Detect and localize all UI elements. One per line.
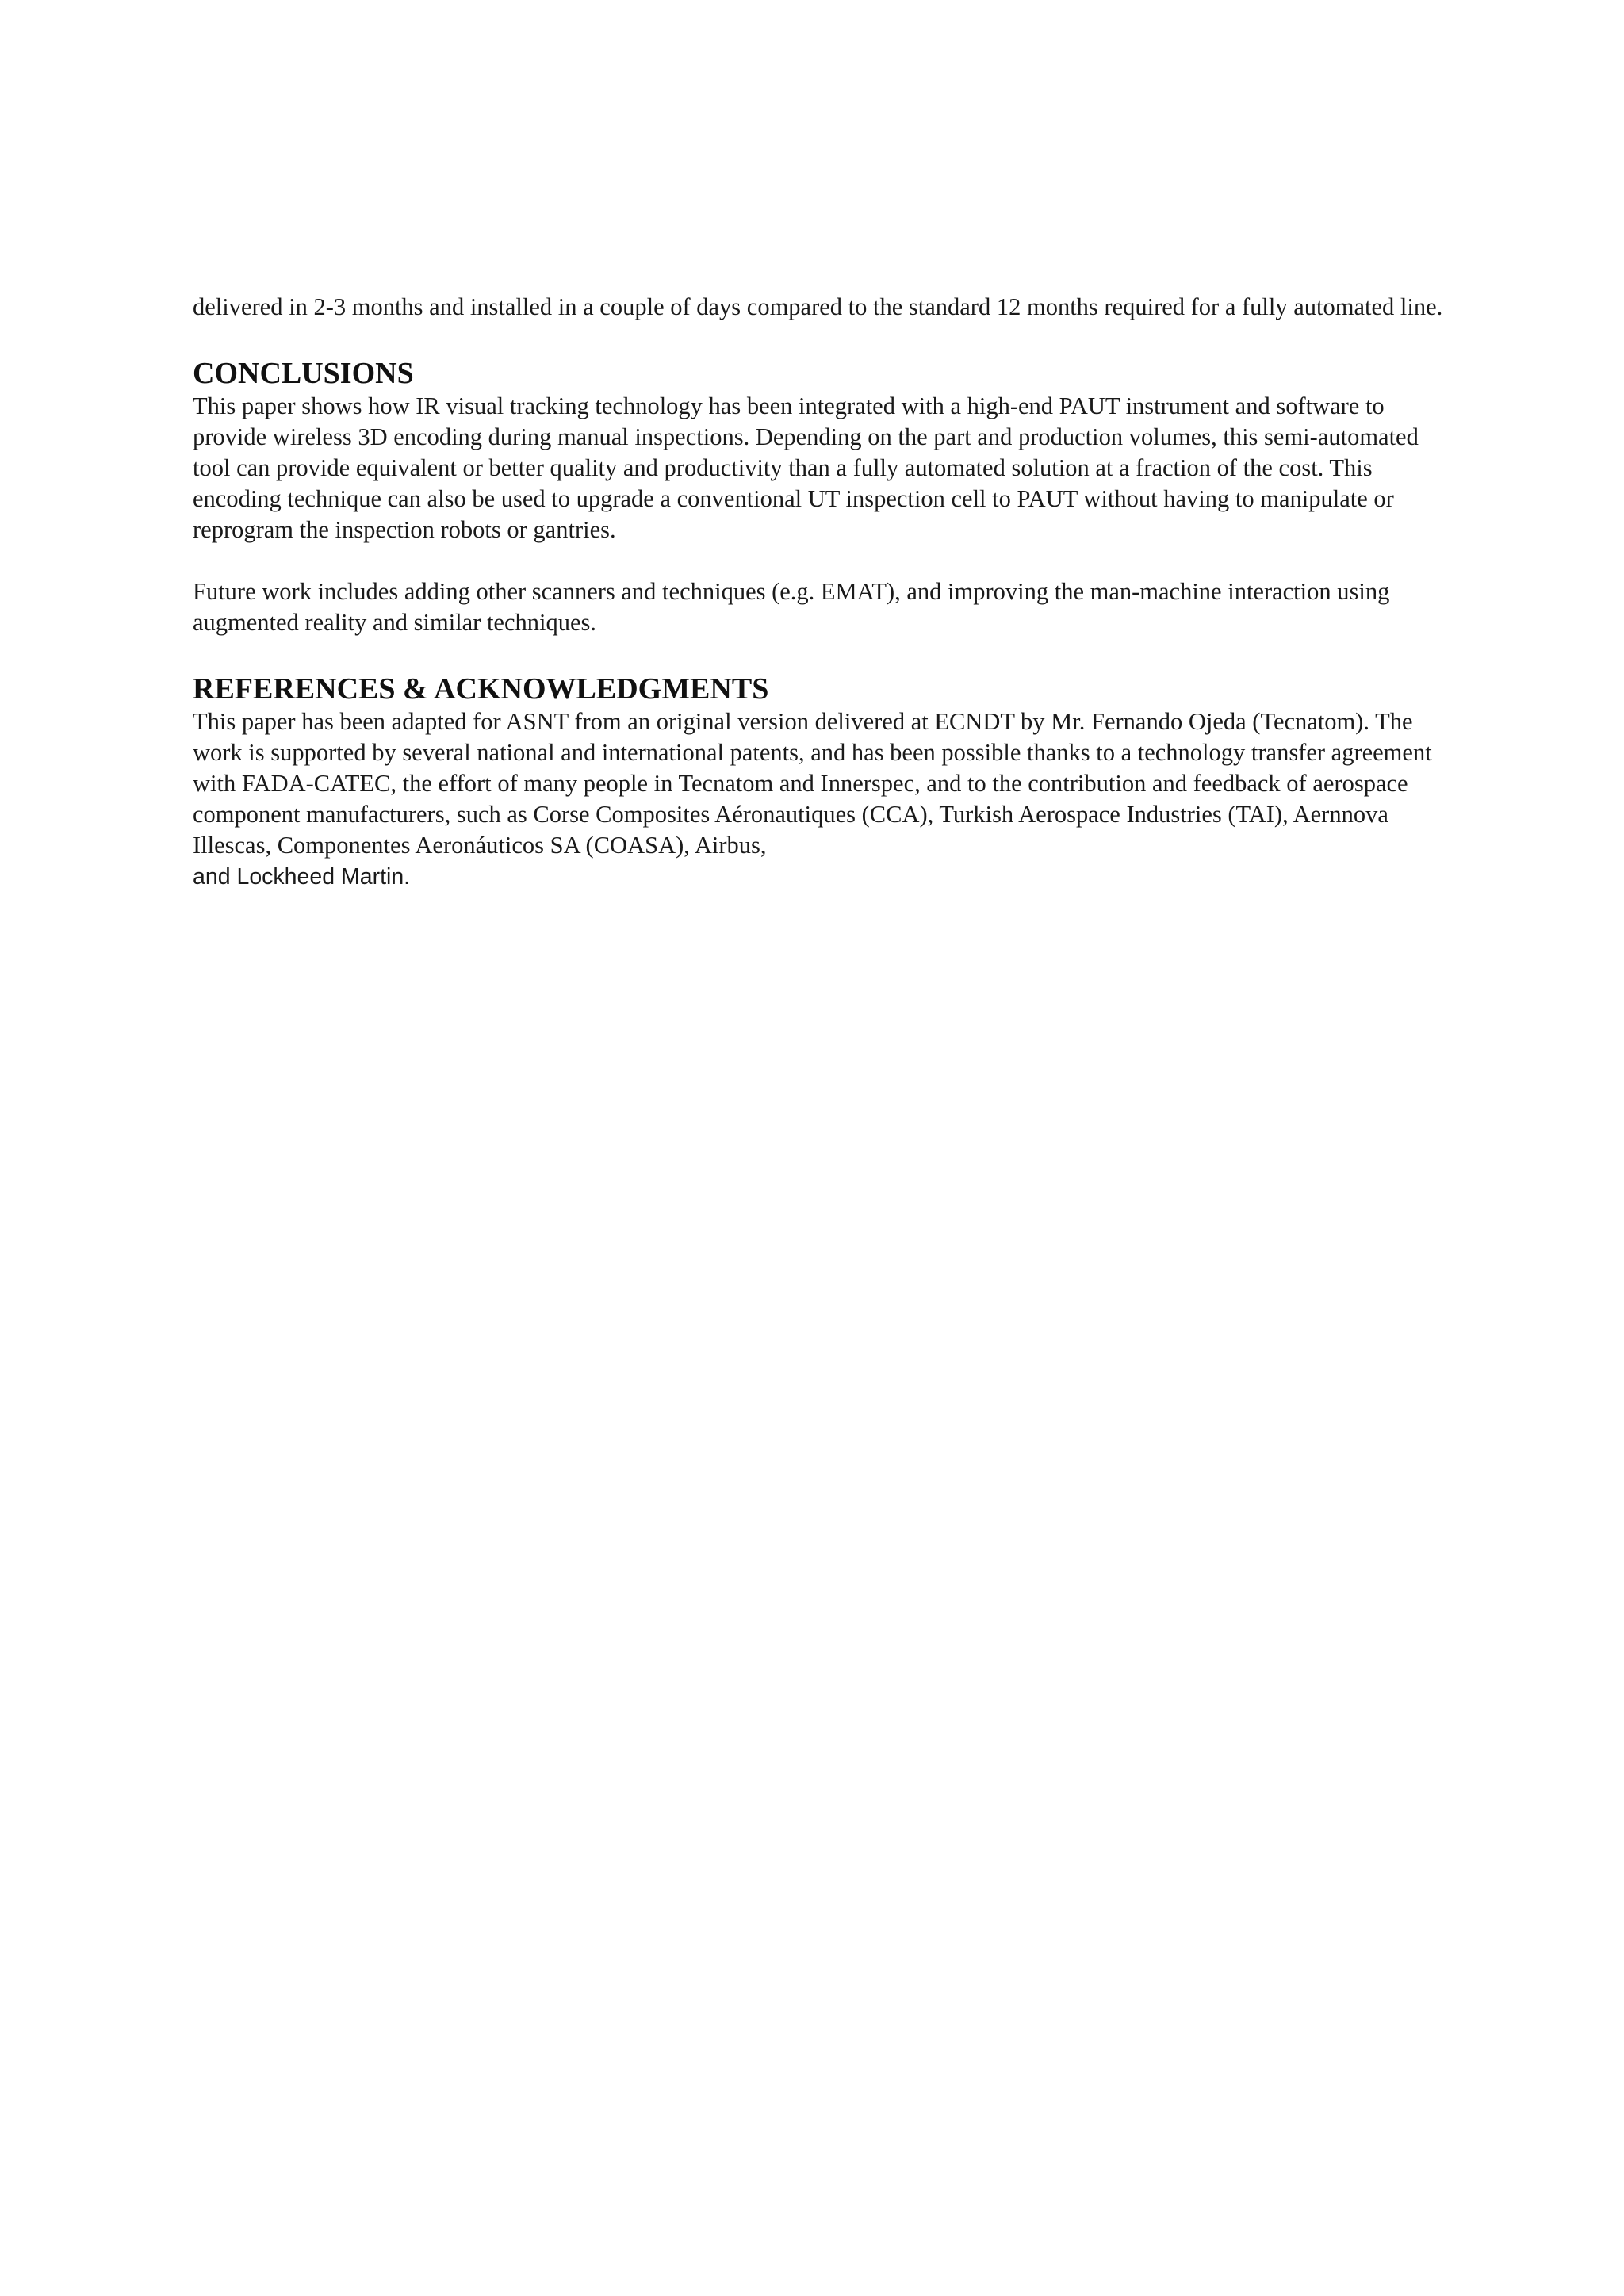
references-paragraph-tail: and Lockheed Martin. xyxy=(193,864,411,890)
conclusions-paragraph-2: Future work includes adding other scanners and techniques (e.g. EMAT), and improving the man-machine interaction using augmented reality and similar techniques. xyxy=(193,578,1390,636)
intro-paragraph: delivered in 2-3 months and installed in a couple of days compared to the standard 12 months required for a fully automated line. xyxy=(193,293,1443,320)
references-paragraph xyxy=(193,706,1446,893)
references-paragraph-body: This paper has been adapted for ASNT from an original version delivered at ECNDT by Mr. Fernando Ojeda (Tecnatom). The work is supported by several national and international patents, and has been possible thanks to a technology transfer agreement with FADA-CATEC, the effort of many people in Tecnatom and Innerspec, and to the contribution and feedback of aerospace component manufacturers, such as Corse Composites Aéronautiques (CCA), Turkish Aerospace Industries (TAI), Aernnova Illescas, Componentes Aeronáuticos SA (COASA), Airbus, xyxy=(193,708,1432,859)
references-heading: REFERENCES & ACKNOWLEDGMENTS xyxy=(193,672,769,706)
conclusions-paragraph-1: This paper shows how IR visual tracking technology has been integrated with a high-end PAUT instrument and software to provide wireless 3D encoding during manual inspections. Depending on the part and production volumes, this semi-automated tool can provide equivalent or better quality and productivity than a fully automated solution at a fraction of the cost. This encoding technique can also be used to upgrade a conventional UT inspection cell to PAUT without having to manipulate or reprogram the inspection robots or gantries. xyxy=(193,392,1419,543)
paper-page xyxy=(193,292,1446,893)
conclusions-heading: CONCLUSIONS xyxy=(193,357,414,390)
